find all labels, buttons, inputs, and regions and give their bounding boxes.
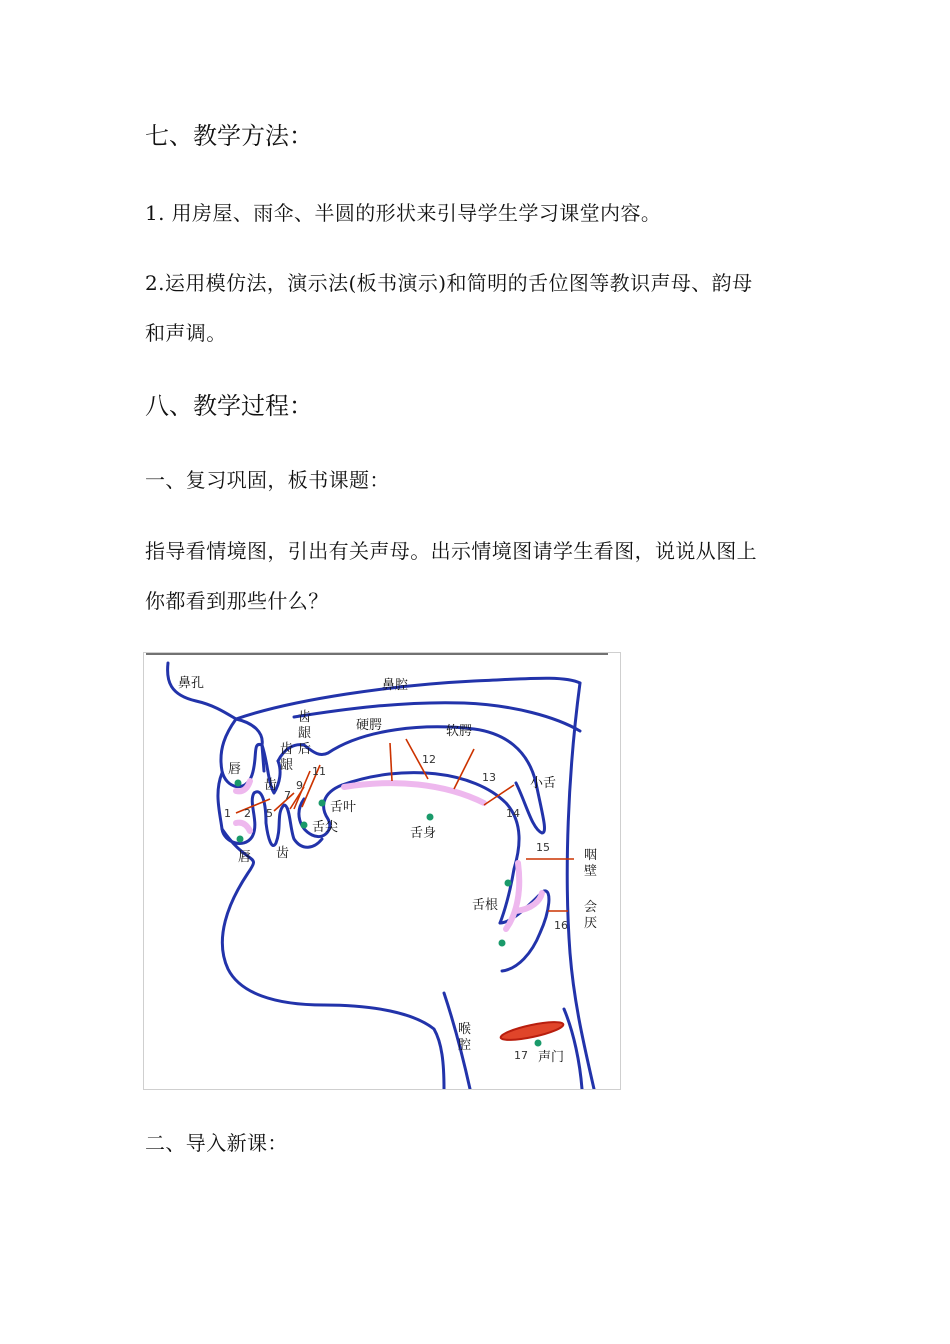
method-item-2-line1: 2.运用模仿法，演示法(板书演示)和简明的舌位图等教识声母、韵母 bbox=[145, 271, 753, 295]
num-9: 9 bbox=[296, 779, 303, 792]
dot-tongue-tip bbox=[301, 822, 308, 829]
guide-line-2: 你都看到那些什么？ bbox=[145, 589, 329, 613]
highlight-hard-palate bbox=[344, 783, 484, 803]
label-gum-2: 龈 bbox=[280, 758, 294, 773]
label-lower-teeth: 齿 bbox=[276, 846, 290, 861]
label-uvula: 小舌 bbox=[530, 776, 557, 791]
label-pharynx-1: 咽 bbox=[584, 848, 598, 863]
num-11: 11 bbox=[312, 765, 326, 778]
num-12: 12 bbox=[422, 753, 436, 766]
step-one: 一、复习巩固，板书课题： bbox=[145, 468, 390, 492]
label-larynx-2: 腔 bbox=[458, 1038, 472, 1053]
num-16: 16 bbox=[554, 919, 568, 932]
num-2: 2 bbox=[244, 807, 251, 820]
label-tongue-root: 舌根 bbox=[472, 898, 499, 913]
label-tongue-tip: 舌尖 bbox=[312, 820, 339, 835]
num-15: 15 bbox=[536, 841, 550, 854]
jaw-contour bbox=[222, 829, 444, 1089]
vocal-tract-svg bbox=[144, 653, 620, 1089]
label-alveolar-3: 后 bbox=[298, 742, 312, 757]
label-epiglottis-1: 会 bbox=[584, 900, 598, 915]
method-item-1: 1. 用房屋、雨伞、半圆的形状来引导学生学习课堂内容。 bbox=[145, 201, 662, 225]
label-larynx-1: 喉 bbox=[458, 1022, 472, 1037]
dot-glottis bbox=[535, 1040, 542, 1047]
step-two: 二、导入新课： bbox=[145, 1131, 288, 1155]
label-upper-lip: 唇 bbox=[228, 762, 242, 777]
label-pharynx-2: 壁 bbox=[584, 864, 598, 879]
dot-tongue-body bbox=[427, 814, 434, 821]
tongue-position-diagram bbox=[143, 652, 621, 1090]
num-14: 14 bbox=[506, 807, 520, 820]
highlight-lower-lip bbox=[236, 823, 250, 831]
method-item-2-line2: 和声调。 bbox=[145, 321, 227, 345]
label-lower-lip: 唇 bbox=[238, 850, 252, 865]
heading-seven: 七、教学方法： bbox=[145, 122, 313, 150]
label-epiglottis-2: 厌 bbox=[584, 916, 598, 931]
label-glottis: 声门 bbox=[538, 1050, 565, 1065]
palate-line bbox=[278, 727, 544, 833]
num-13: 13 bbox=[482, 771, 496, 784]
dot-upper-lip bbox=[235, 780, 242, 787]
dot-tongue-root bbox=[505, 880, 512, 887]
label-tongue-body: 舌身 bbox=[410, 826, 437, 841]
label-soft-palate: 软腭 bbox=[446, 724, 473, 739]
heading-eight: 八、教学过程： bbox=[145, 392, 313, 420]
label-nostril: 鼻孔 bbox=[178, 676, 205, 691]
label-upper-teeth: 齿 bbox=[264, 778, 278, 793]
glottis-ellipse bbox=[499, 1018, 564, 1043]
dot-lower-lip bbox=[237, 836, 244, 843]
dot-epiglottis bbox=[499, 940, 506, 947]
label-nasal-cavity: 鼻腔 bbox=[382, 678, 409, 693]
label-hard-palate: 硬腭 bbox=[356, 718, 383, 733]
marker-hard-palate bbox=[390, 743, 392, 781]
num-17: 17 bbox=[514, 1049, 528, 1062]
dot-tongue-blade bbox=[319, 800, 326, 807]
guide-line-1: 指导看情境图，引出有关声母。出示情境图请学生看图，说说从图上 bbox=[145, 539, 757, 563]
num-1: 1 bbox=[224, 807, 231, 820]
label-tongue-blade: 舌叶 bbox=[330, 800, 357, 815]
num-7: 7 bbox=[284, 789, 291, 802]
num-5: 5 bbox=[266, 807, 273, 820]
label-alveolar-1: 齿 bbox=[298, 710, 312, 725]
label-gum-1: 齿 bbox=[280, 742, 294, 757]
label-alveolar-2: 龈 bbox=[298, 726, 312, 741]
